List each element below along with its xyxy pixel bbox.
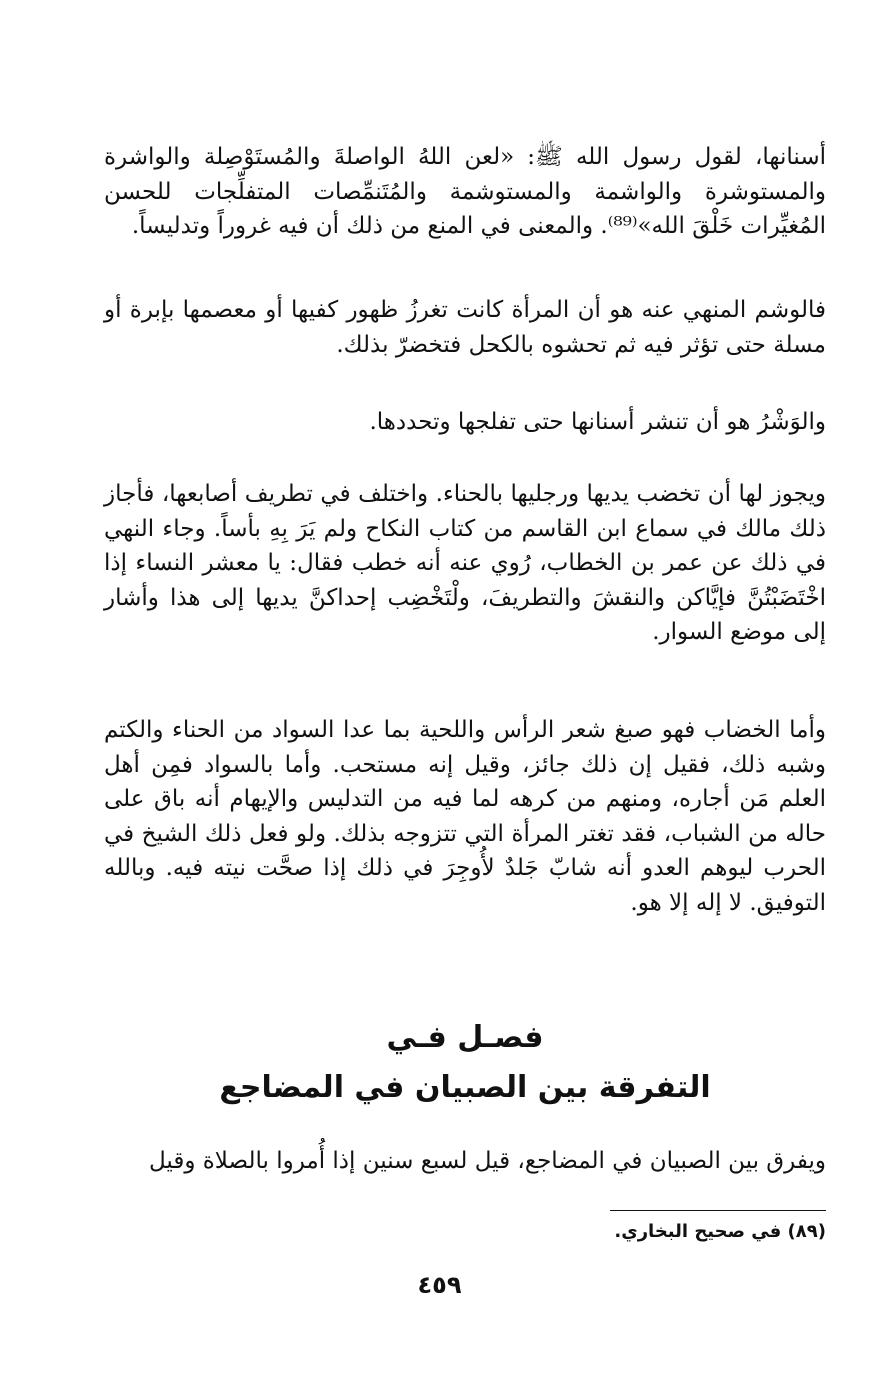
footnote-divider bbox=[610, 1210, 826, 1211]
section-heading-line1: فصـل فـي bbox=[386, 1020, 544, 1055]
paragraph-text: ويفرق بين الصبيان في المضاجع، قيل لسبع سنين إذا أُمروا بالصلاة وقيل bbox=[148, 1148, 826, 1174]
section-heading-line2: التفرقة بين الصبيان في المضاجع bbox=[219, 1070, 711, 1105]
footnote: (٨٩) في صحيح البخاري. bbox=[614, 1221, 826, 1242]
paragraph-text: والوَشْرُ هو أن تنشر أسنانها حتى تفلجها وتحددها. bbox=[369, 409, 826, 435]
paragraph-washr bbox=[104, 405, 826, 440]
paragraph-hadith bbox=[104, 140, 826, 244]
page-number: ٤٥٩ bbox=[417, 1271, 462, 1299]
paragraph-text: فالوشم المنهي عنه هو أن المرأة كانت تغرزُ ظهور كفيها أو معصمها بإبرة أو مسلة حتى تؤثر فيه ثم تحشوه بالكحل فتخضرّ بذلك. bbox=[104, 297, 826, 358]
paragraph-text: ويجوز لها أن تخضب يديها ورجليها بالحناء. واختلف في تطريف أصابعها، فأجاز ذلك مالك في سماع ابن القاسم من كتاب النكاح ولم يَرَ بِهِ بأساً. وجاء النهي في ذلك عن عمر بن الخطاب، رُوي عنه أنه خطب فقال: يا معشر النساء إذا اخْتَضَبْتُنَّ فإيَّاكن والنقشَ والتطريفَ، ولْتَخْضِب إحداكنَّ يديها إلى هذا وأشار إلى موضع السوار. bbox=[104, 481, 826, 645]
paragraph-text: أسنانها، لقول رسول الله ﷺ: «لعن اللهُ الواصلةَ والمُستَوْصِلة والواشرة والمستوشرة والواشمة والمستوشمة والمُتَنمِّصات المتفلِّجات للحسن المُغيِّرات خَلْقَ الله»⁽⁸⁹⁾. والمعنى في المنع من ذلك أن فيه غروراً وتدليساً. bbox=[104, 144, 826, 239]
section-paragraph bbox=[104, 1144, 826, 1179]
paragraph-text: وأما الخضاب فهو صبغ شعر الرأس واللحية بما عدا السواد من الحناء والكتم وشبه ذلك، فقيل إن ذلك جائز، وقيل إنه مستحب. وأما بالسواد فمِن أهل العلم مَن أجاره، ومنهم من كرهه لما فيه من التدليس والإيهام أنه باق على حاله من الشباب، فقد تغتر المرأة التي تتزوجه بذلك. ولو فعل ذلك الشيخ في الحرب ليوهم العدو أنه شابّ جَلدٌ لأُوجِرَ في ذلك إذا صحَّت نيته فيه. وبالله التوفيق. لا إله إلا هو. bbox=[104, 717, 826, 916]
paragraph-henna bbox=[104, 477, 826, 650]
paragraph-washm bbox=[104, 293, 826, 362]
paragraph-khidab bbox=[104, 713, 826, 920]
